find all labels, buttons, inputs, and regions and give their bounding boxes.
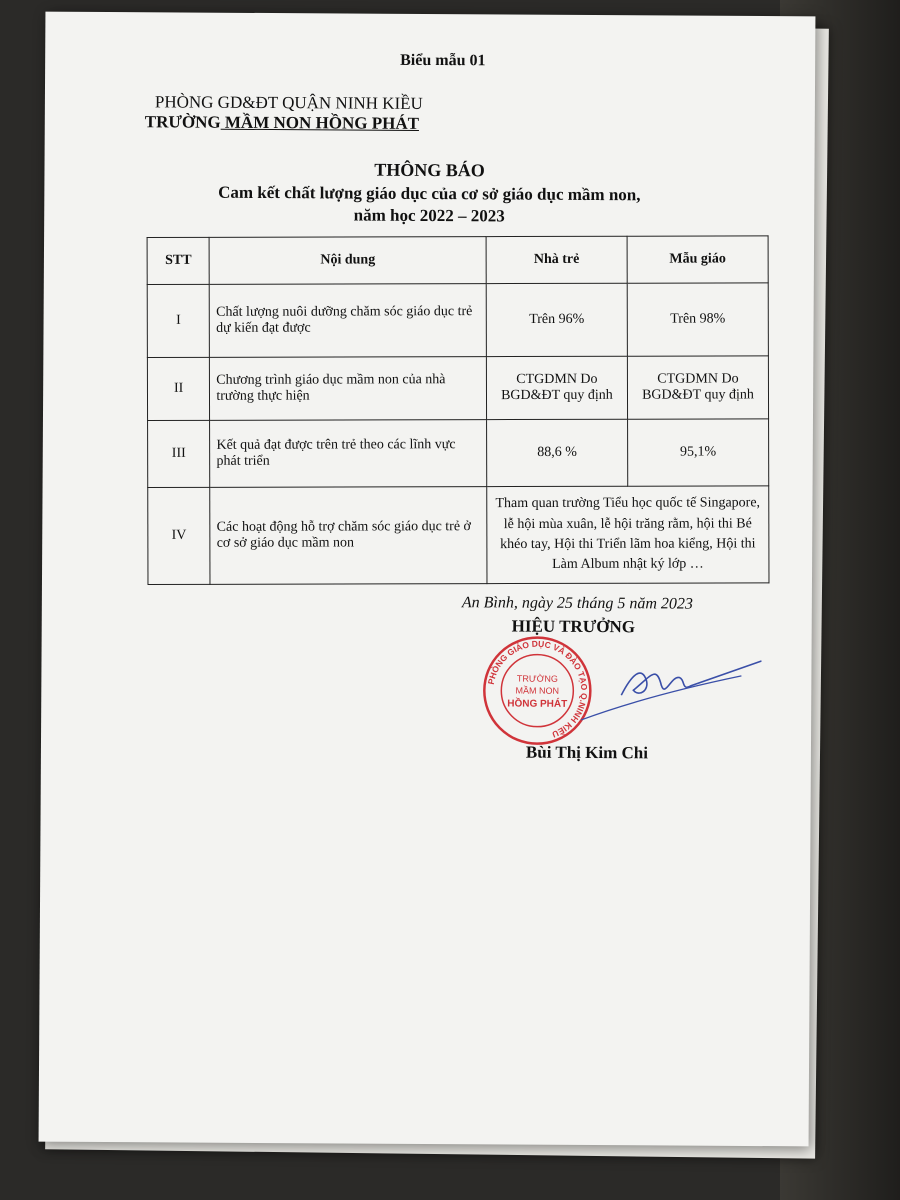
row-content: Các hoạt động hỗ trợ chăm sóc giáo dục trẻ ở cơ sở giáo dục mầm non [210,487,487,585]
document-title: THÔNG BÁO [374,159,485,181]
department-name: PHÒNG GD&ĐT QUẬN NINH KIỀU [154,92,423,113]
table-row [148,486,769,585]
school-name-underlined: MẦM NON HỒNG PHÁT [220,112,420,133]
form-number: Biểu mẫu 01 [400,51,486,70]
quality-commitment-table [147,235,770,585]
row-content: Chương trình giáo dục mầm non của nhà trường thực hiện [210,357,487,421]
signer-role: HIỆU TRƯỞNG [511,616,636,637]
row-stt: II [147,357,209,420]
header-stt: STT [147,237,209,284]
header-content: Nội dung [209,237,486,285]
stamp-line3: HỒNG PHÁT [507,698,568,710]
row-stt: IV [148,487,211,584]
row-nursery: 88,6 % [486,419,627,486]
document-subtitle-line1: Cam kết chất lượng giáo dục của cơ sở giáo dục mầm non, [218,182,641,205]
stamp-outer-text: PHÒNG GIÁO DỤC VÀ ĐÀO TẠO Q.NINH KIỀU [485,638,590,740]
signature-underline [581,675,741,721]
row-content: Chất lượng nuôi dưỡng chăm sóc giáo dục trẻ dự kiến đạt được [210,284,487,358]
row-kindergarten: CTGDMN Do BGD&ĐT quy định [627,356,768,419]
row-nursery: Trên 96% [486,283,627,356]
row-content: Kết quả đạt được trên trẻ theo các lĩnh vực phát triển [210,420,487,488]
document-page [39,12,816,1147]
stamp-line2: MẦM NON [515,685,560,696]
signature [561,635,762,726]
table-row [147,356,768,421]
table-header-row [147,236,768,285]
table-row [148,419,769,488]
school-name [145,112,419,134]
header-nursery: Nhà trẻ [486,236,627,283]
row-stt: I [147,284,210,357]
row-kindergarten: Trên 98% [627,283,768,356]
row-activities-merged: Tham quan trường Tiểu học quốc tế Singapore, lễ hội mùa xuân, lễ hội trăng rằm, hội thi Bé khéo tay, Hội thi Triển lãm hoa kiểng, Hội thi Làm Album nhật ký lớp … [487,486,769,584]
document-subtitle-line2: năm học 2022 – 2023 [353,205,505,226]
signer-name: Bùi Thị Kim Chi [525,742,649,763]
row-stt: III [148,420,211,487]
table-row [147,283,768,358]
row-nursery: CTGDMN Do BGD&ĐT quy định [486,356,627,419]
signature-stroke [621,660,761,696]
row-kindergarten: 95,1% [628,419,769,486]
school-prefix: TRƯỜNG [144,112,221,132]
header-kindergarten: Mẫu giáo [627,236,768,283]
place-date: An Bình, ngày 25 tháng 5 năm 2023 [461,594,693,613]
stamp-line1: TRƯỜNG [516,673,558,684]
